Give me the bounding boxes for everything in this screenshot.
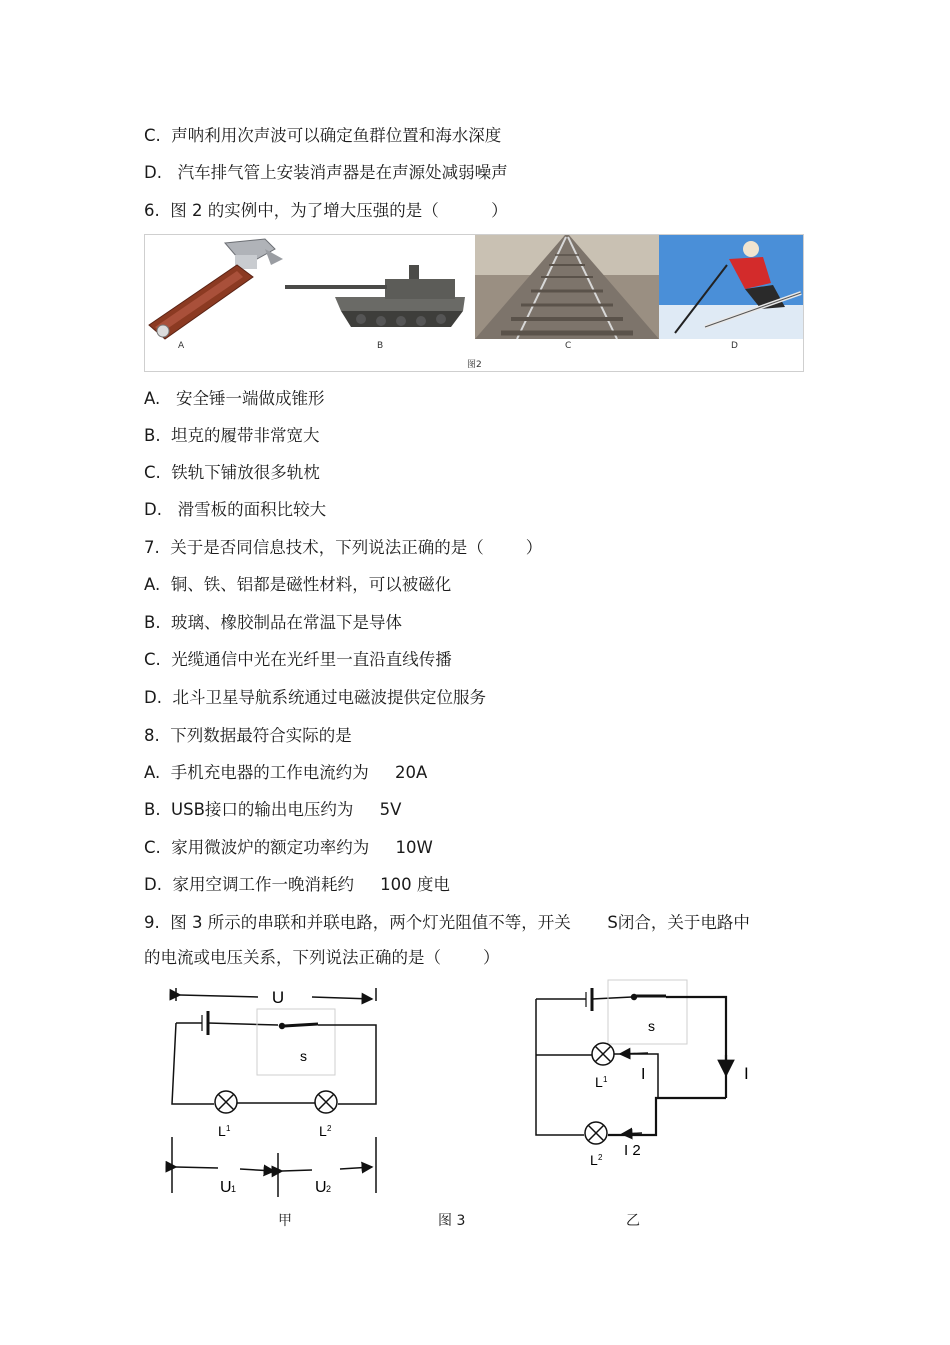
figure-2-label-a: A	[178, 341, 185, 351]
caption-yi: 乙	[626, 1213, 640, 1229]
question-8: 8. 下列数据最符合实际的是	[144, 726, 352, 745]
series-circuit	[172, 988, 376, 1197]
label-i2: I 2	[624, 1142, 641, 1159]
option-a-q6: A. 安全锤一端做成锥形	[144, 389, 325, 408]
figure-2-label-b: B	[377, 341, 384, 351]
label-l1-left-sub: 1	[226, 1124, 231, 1133]
option-c-q5: C. 声呐利用次声波可以确定鱼群位置和海水深度	[144, 126, 502, 145]
option-d-q5: D. 汽车排气管上安装消声器是在声源处减弱噪声	[144, 163, 508, 182]
label-u1-sub: 1	[231, 1184, 237, 1194]
figure-2-label-d: D	[731, 341, 738, 351]
option-a-q7: A. 铜、铁、铝都是磁性材料，可以被磁化	[144, 575, 452, 594]
label-l2-right: L	[590, 1152, 598, 1168]
label-u2: U	[315, 1179, 327, 1196]
question-6: 6. 图 2 的实例中，为了增大压强的是（ ）	[144, 201, 508, 220]
label-i: I	[744, 1064, 749, 1083]
label-u2-sub: 2	[326, 1184, 332, 1194]
option-d-q8: D. 家用空调工作一晚消耗约 100 度电	[144, 875, 450, 894]
figure-2-label-c: C	[565, 341, 572, 351]
label-switch-left: s	[300, 1048, 307, 1064]
caption-figure-3: 图 3	[438, 1213, 466, 1229]
option-b-q6: B. 坦克的履带非常宽大	[144, 426, 320, 445]
parallel-circuit	[536, 980, 726, 1144]
option-d-q6: D. 滑雪板的面积比较大	[144, 500, 327, 519]
label-l2-left-sub: 2	[327, 1124, 332, 1133]
option-d-q7: D. 北斗卫星导航系统通过电磁波提供定位服务	[144, 688, 486, 707]
option-b-q8: B. USB接口的输出电压约为 5V	[144, 800, 402, 819]
label-l1-right: L	[595, 1074, 603, 1090]
label-l2-right-sub: 2	[598, 1153, 603, 1162]
label-i1: I	[641, 1066, 646, 1083]
question-7: 7. 关于是否同信息技术，下列说法正确的是（ ）	[144, 538, 543, 557]
option-c-q8: C. 家用微波炉的额定功率约为 10W	[144, 838, 433, 857]
label-u: U	[271, 988, 285, 1007]
question-9-cont: 的电流或电压关系，下列说法正确的是（ ）	[144, 948, 500, 967]
option-a-q8: A. 手机充电器的工作电流约为 20A	[144, 763, 428, 782]
figure-2-caption: 图2	[467, 360, 482, 370]
caption-jia: 甲	[278, 1213, 292, 1229]
figure-2-art	[145, 235, 804, 372]
option-b-q7: B. 玻璃、橡胶制品在常温下是导体	[144, 613, 403, 632]
figure-3-circuits	[0, 975, 950, 1235]
label-u1: U	[220, 1179, 232, 1196]
option-c-q7: C. 光缆通信中光在光纤里一直沿直线传播	[144, 650, 452, 669]
question-9: 9. 图 3 所示的串联和并联电路，两个灯光阻值不等，开关 S闭合，关于电路中	[144, 913, 750, 932]
skier-image	[659, 235, 804, 339]
figure-2	[144, 234, 804, 372]
safety-hammer-image	[149, 239, 283, 339]
label-switch-right: s	[648, 1018, 655, 1034]
label-l1-right-sub: 1	[603, 1075, 608, 1084]
railway-image	[475, 235, 659, 339]
tank-image	[285, 265, 465, 327]
option-c-q6: C. 铁轨下铺放很多轨枕	[144, 463, 320, 482]
label-l1-left: L	[218, 1123, 226, 1139]
label-l2-left: L	[319, 1123, 327, 1139]
